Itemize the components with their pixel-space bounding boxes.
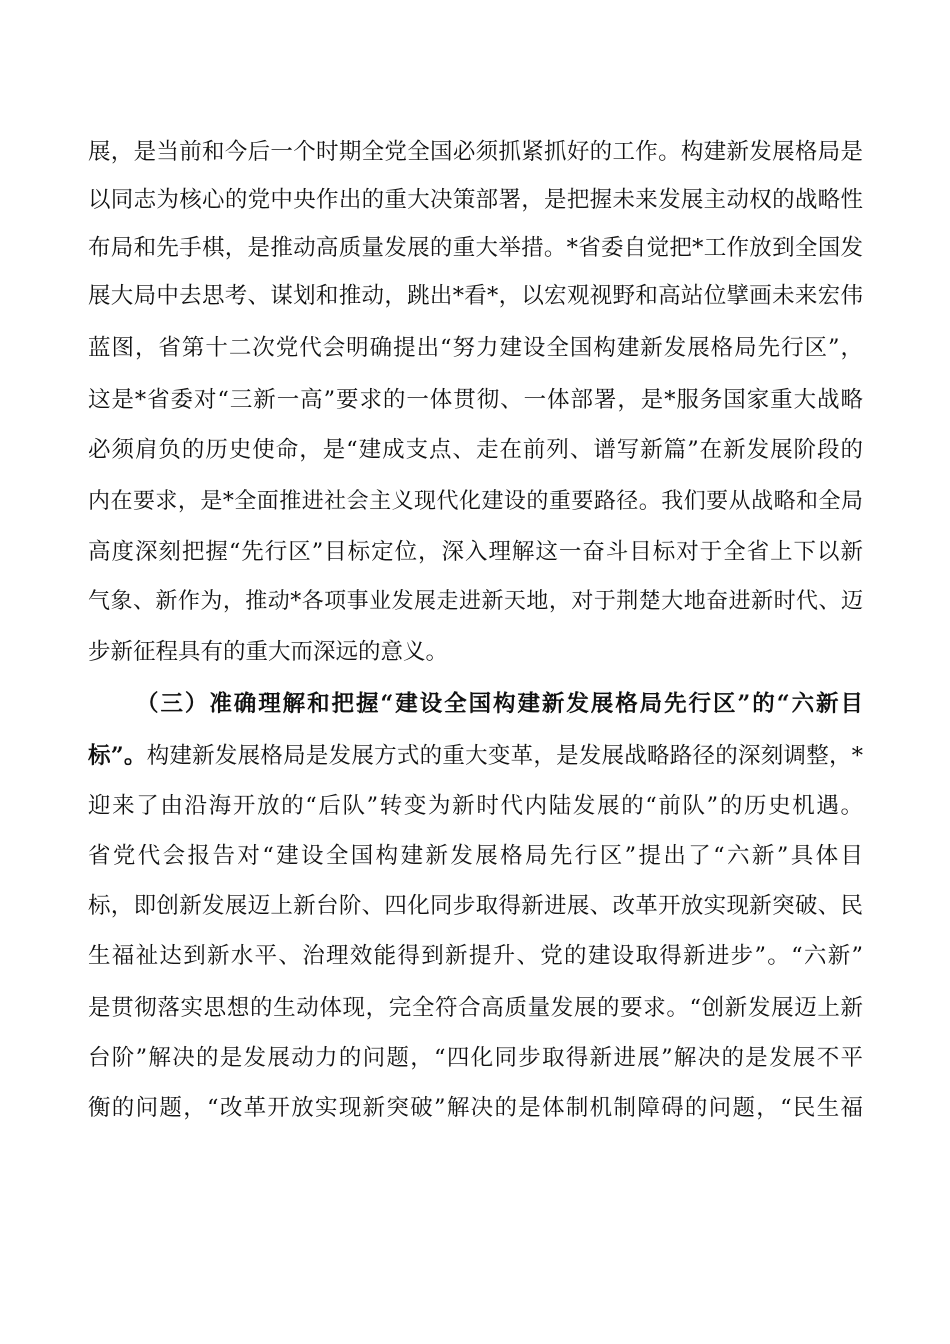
paragraph-1-line-8: 内在要求，是*全面推进社会主义现代化建设的重要路径。我们要从战略和全局	[88, 489, 863, 514]
paragraph-1-line-9: 高度深刻把握“先行区”目标定位，深入理解这一奋斗目标对于全省上下以新	[88, 539, 863, 565]
paragraph-2-line-4: 省党代会报告对“建设全国构建新发展格局先行区”提出了“六新”具体目	[88, 843, 863, 869]
paragraph-1-line-5: 蓝图，省第十二次党代会明确提出“努力建设全国构建新发展格局先行区”，	[88, 335, 863, 361]
paragraph-1-line-1: 展，是当前和今后一个时期全党全国必须抓紧抓好的工作。构建新发展格局是	[88, 139, 863, 165]
paragraph-2-line-5: 标，即创新发展迈上新台阶、四化同步取得新进展、改革开放实现新突破、民	[88, 893, 863, 919]
paragraph-1-line-6: 这是*省委对“三新一高”要求的一体贯彻、一体部署，是*服务国家重大战略	[88, 387, 863, 413]
paragraph-2-line-2	[88, 736, 863, 776]
paragraph-2-line-6: 生福祉达到新水平、治理效能得到新提升、党的建设取得新进步”。“六新”	[88, 943, 863, 969]
paragraph-1-line-4: 展大局中去思考、谋划和推动，跳出*看*，以宏观视野和高站位擘画未来宏伟	[88, 283, 863, 309]
section-heading-line-1: （三）准确理解和把握“建设全国构建新发展格局先行区”的“六新目	[136, 691, 863, 717]
paragraph-1-line-10: 气象、新作为，推动*各项事业发展走进新天地，对于荆楚大地奋进新时代、迈	[88, 589, 863, 614]
paragraph-2-line-3: 迎来了由沿海开放的“后队”转变为新时代内陆发展的“前队”的历史机遇。	[88, 793, 863, 819]
paragraph-1-line-11: 步新征程具有的重大而深远的意义。	[88, 639, 449, 665]
paragraph-2-line-8: 台阶”解决的是发展动力的问题，“四化同步取得新进展”解决的是发展不平	[88, 1045, 863, 1071]
paragraph-1-line-3: 布局和先手棋，是推动高质量发展的重大举措。*省委自觉把*工作放到全国发	[88, 235, 863, 261]
paragraph-2-line-2-text: 构建新发展格局是发展方式的重大变革，是发展战略路径的深刻调整，*	[146, 743, 863, 769]
paragraph-2-line-9: 衡的问题，“改革开放实现新突破”解决的是体制机制障碍的问题，“民生福	[88, 1095, 863, 1121]
section-heading-line-2: 标”。	[88, 743, 147, 769]
paragraph-1-line-2: 以同志为核心的党中央作出的重大决策部署，是把握未来发展主动权的战略性	[88, 187, 863, 213]
paragraph-2-line-7: 是贯彻落实思想的生动体现，完全符合高质量发展的要求。“创新发展迈上新	[88, 995, 863, 1021]
paragraph-1-line-7: 必须肩负的历史使命，是“建成支点、走在前列、谱写新篇”在新发展阶段的	[88, 437, 863, 463]
